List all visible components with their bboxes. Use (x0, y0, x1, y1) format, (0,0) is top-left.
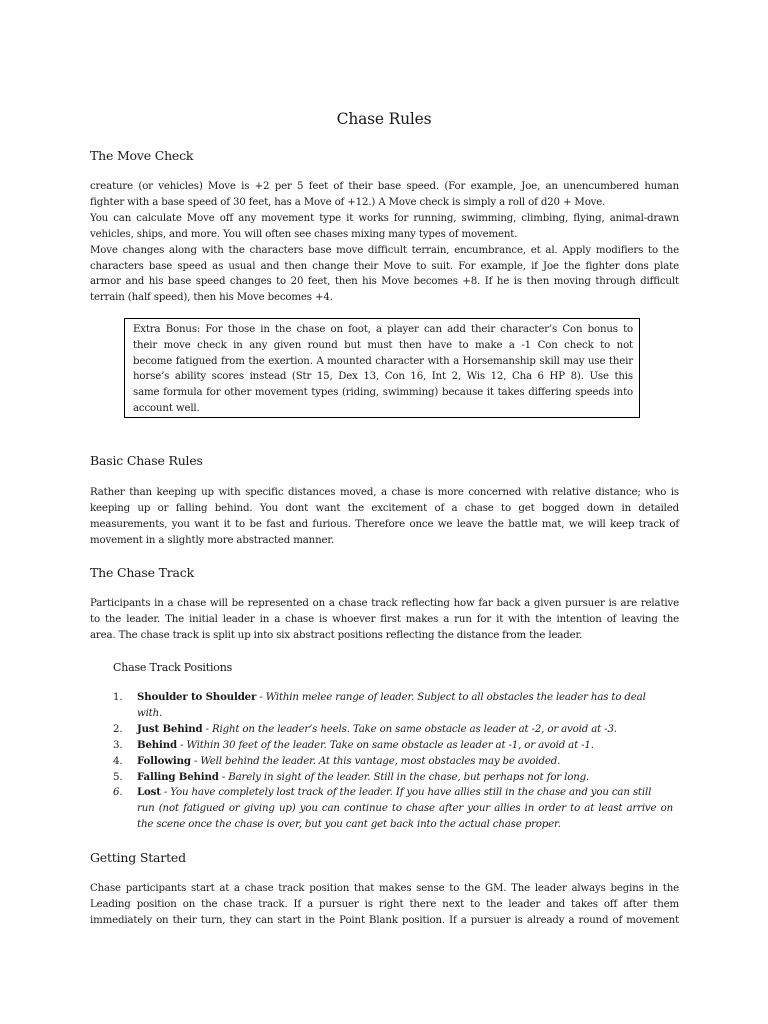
box-line: same formula for other movement types (riding, swimming) because it takes differing speeds into (133, 387, 633, 399)
paragraph-getting-started (90, 881, 679, 929)
box-line: horse’s ability scores instead (Str 15, Dex 13, Con 16, Int 2, Wis 12, Cha 6 HP 8). Use this (133, 371, 633, 383)
position-description: Within melee range of leader. Subject to all obstacles the leader has to deal with. (137, 692, 646, 719)
text-line: vehicles, ships, and more. You will often see chases mixing many types of movement. (90, 228, 518, 240)
paragraph-move-check (90, 179, 679, 306)
heading-move-check: The Move Check (90, 148, 194, 163)
text-line: movement in a slightly more abstracted manner. (90, 534, 335, 546)
text-line: keeping up or falling behind. You dont want the excitement of a chase to get bogged down in detailed (90, 502, 679, 514)
position-description-continued: run (not fatigued or giving up) you can continue to chase after your allies in order to at least arrive on (137, 803, 673, 815)
list-number: 1. (113, 692, 123, 703)
list-item (113, 690, 673, 722)
chase-track-positions-list (113, 690, 673, 833)
page-title: Chase Rules (336, 110, 432, 128)
text-line: Chase participants start at a chase track position that makes sense to the GM. The leader always begins in the (90, 883, 679, 894)
heading-getting-started: Getting Started (90, 850, 186, 865)
box-line: their move check in any given round but must then have to make a -1 Con check to not (133, 339, 633, 351)
text-line: Move changes along with the characters base move difficult terrain, encumbrance, et al. Apply modifiers to the (90, 244, 679, 256)
list-item (113, 770, 673, 786)
text-line: You can calculate Move off any movement type it works for running, swimming, climbing, flying, animal-drawn (90, 212, 679, 224)
paragraph-chase-track (90, 596, 679, 644)
position-description: Barely in sight of the leader. Still in the chase, but perhaps not for long. (228, 771, 590, 783)
text-line: creature (or vehicles) Move is +2 per 5 feet of their base speed. (For example, Joe, an unencumbered human (90, 181, 679, 192)
list-number: 6. (113, 787, 123, 799)
heading-chase-track-positions: Chase Track Positions (113, 661, 233, 674)
separator: - (160, 787, 171, 799)
text-line: characters base speed as usual and then change their Move to suit. For example, if Joe the fighter dons plate (90, 260, 679, 272)
position-term: Lost (137, 786, 161, 799)
extra-bonus-box (124, 318, 640, 418)
text-line: fighter with a base speed of 30 feet, has a Move of +12.) A Move check is simply a roll of d20 + Move. (90, 196, 606, 208)
text-line: immediately on their turn, they can start in the Point Blank position. If a pursuer is already a round of movement (90, 914, 679, 926)
position-description: Within 30 feet of the leader. Take on same obstacle as leader at -1, or avoid at -1. (186, 739, 594, 751)
separator: - (190, 755, 201, 767)
box-line: account well. (133, 402, 200, 414)
list-item (113, 738, 673, 754)
list-number: 5. (113, 771, 123, 783)
box-line: Extra Bonus: For those in the chase on foot, a player can add their character’s Con bonus to (133, 324, 633, 335)
separator: - (218, 771, 229, 783)
heading-chase-track: The Chase Track (90, 565, 194, 580)
list-item (113, 754, 673, 770)
list-item (113, 722, 673, 738)
text-line: to the leader. The initial leader in a chase is whoever first makes a run for it with the intention of leaving the (90, 613, 679, 625)
separator: - (256, 692, 266, 703)
position-term: Just Behind (137, 722, 203, 735)
text-line: Leading position on the chase track. If a pursuer is right there next to the leader and takes off after them (90, 898, 679, 910)
separator: - (202, 723, 212, 735)
heading-basic-chase-rules: Basic Chase Rules (90, 453, 203, 468)
position-description: Well behind the leader. At this vantage, most obstacles may be avoided. (200, 755, 561, 767)
list-item (113, 785, 673, 833)
separator: - (177, 739, 187, 751)
position-term: Behind (137, 738, 177, 751)
position-description: You have completely lost track of the leader. If you have allies still in the chase and you can still (170, 787, 652, 799)
text-line: area. The chase track is split up into six abstract positions reflecting the distance from the leader. (90, 629, 583, 641)
text-line: Participants in a chase will be represented on a chase track reflecting how far back a given pursuer is are relative (90, 598, 679, 609)
text-line: Rather than keeping up with specific distances moved, a chase is more concerned with relative distance; who is (90, 487, 679, 498)
list-number: 4. (113, 755, 123, 767)
position-term: Falling Behind (137, 770, 219, 783)
position-description: Right on the leader’s heels. Take on same obstacle as leader at -2, or avoid at -3. (211, 723, 617, 735)
box-line: become fatigued from the exertion. A mounted character with a Horsemanship skill may use their (133, 355, 633, 367)
position-description-continued: the scene once the chase is over, but you cant get back into the actual chase proper. (137, 819, 561, 831)
text-line: armor and his base speed changes to 20 feet, then his Move becomes +8. If he is then moving through difficult (90, 276, 679, 288)
text-line: measurements, you want it to be fast and furious. Therefore once we leave the battle mat, we will keep track of (90, 518, 679, 530)
list-number: 2. (113, 723, 123, 735)
paragraph-basic-chase-rules (90, 485, 679, 549)
text-line: terrain (half speed), then his Move becomes +4. (90, 292, 333, 304)
list-number: 3. (113, 739, 123, 751)
position-term: Shoulder to Shoulder (137, 691, 257, 703)
position-term: Following (137, 754, 191, 767)
